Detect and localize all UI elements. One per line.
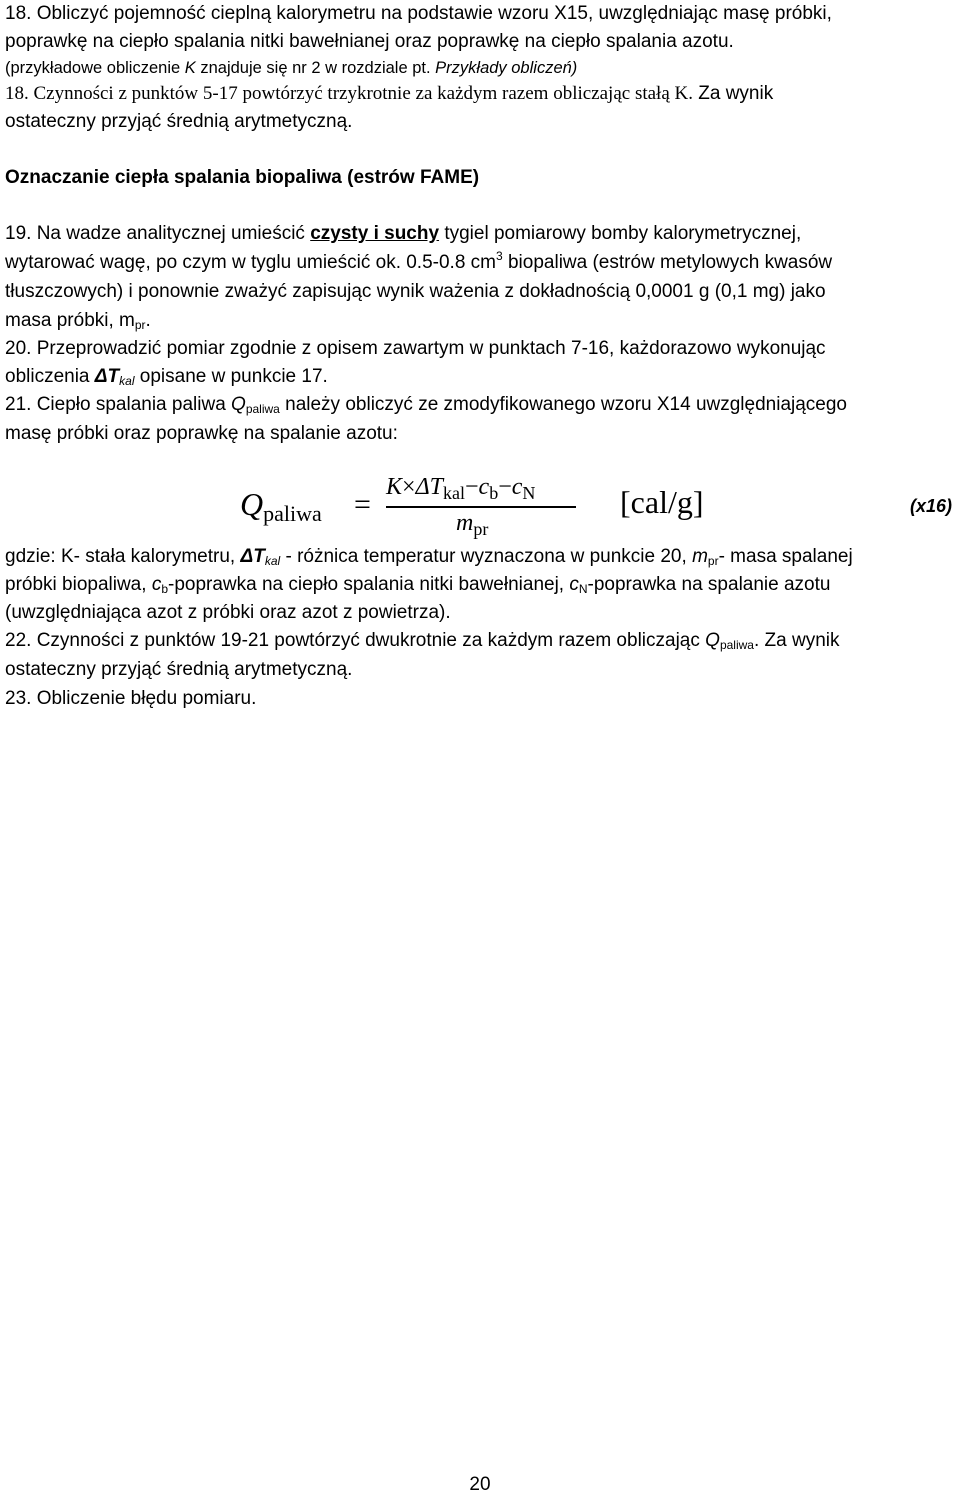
operator: − — [498, 474, 512, 500]
formula-numerator — [386, 474, 535, 501]
text: opisane w punkcie 17. — [134, 366, 328, 387]
paragraph-item-23: 23. Obliczenie błędu pomiaru. — [5, 688, 257, 709]
section-heading: Oznaczanie ciepła spalania biopaliwa (estrów FAME) — [5, 167, 480, 188]
text: ostateczny przyjąć średnią arytmetyczną. — [5, 659, 353, 680]
paragraph-item-22-line2 — [5, 656, 945, 685]
text: gdzie: K- stała kalorymetru, — [5, 546, 241, 567]
subscript: N — [522, 483, 536, 503]
symbol: c — [478, 474, 490, 500]
subscript: paliwa — [719, 638, 754, 652]
text: 20. Przeprowadzić pomiar zgodnie z opisem zawartym w punktach 7-16, każdorazowo wykonując — [5, 338, 826, 359]
note-example-calculation — [5, 56, 945, 80]
text: 22. Czynności z punktów 19-21 powtórzyć dwukrotnie za każdym razem obliczając — [5, 630, 706, 651]
subscript: pr — [134, 318, 146, 332]
reference-link: Przykłady obliczeń) — [435, 59, 578, 77]
formula-denominator — [456, 510, 488, 537]
paragraph-where-line1 — [5, 543, 960, 572]
equals-sign: = — [354, 488, 371, 521]
paragraph-item-18b-line1 — [5, 80, 945, 109]
emphasis: czysty i suchy — [310, 223, 440, 244]
text: masę próbki oraz poprawkę na spalanie azotu: — [5, 423, 398, 444]
operator: − — [465, 474, 479, 500]
paragraph-item-20-line2 — [5, 363, 945, 392]
formula-lhs — [240, 486, 322, 526]
symbol: Q — [231, 394, 246, 415]
paragraph-item-20-line1 — [5, 335, 945, 364]
text: 21. Ciepło spalania paliwa — [5, 394, 232, 415]
text: K — [184, 59, 196, 77]
text: poprawkę na ciepło spalania nitki bawełnianej oraz poprawkę na ciepło spalania azotu. — [5, 31, 734, 52]
subscript: kal — [119, 374, 135, 388]
text: biopaliwa (estrów metylowych kwasów — [502, 252, 833, 273]
text: znajduje się nr 2 w rozdziale pt. — [195, 59, 436, 77]
paragraph-item-18a-line2 — [5, 28, 945, 57]
text: należy obliczyć ze zmodyfikowanego wzoru X14 uwzględniającego — [279, 394, 848, 415]
text: masa próbki, m — [5, 310, 135, 331]
symbol: K — [386, 474, 403, 500]
fraction-bar — [386, 506, 576, 508]
text: ostateczny przyjąć średnią arytmetyczną. — [5, 111, 353, 132]
text: Za wynik — [692, 83, 774, 104]
text: próbki biopaliwa, — [5, 574, 152, 595]
symbol: Q — [705, 630, 720, 651]
paragraph-item-21-line2 — [5, 420, 945, 449]
text: 18. Obliczyć pojemność cieplną kalorymetru na podstawie wzoru X15, uwzględniając masę próbki, — [5, 3, 832, 24]
paragraph-item-19-line3 — [5, 278, 945, 307]
text: wytarować wagę, po czym w tyglu umieścić ok. 0.5-0.8 cm — [5, 252, 497, 273]
text: obliczenia — [5, 366, 95, 387]
text: . — [145, 310, 151, 331]
subscript: pr — [473, 519, 489, 539]
formula-x16 — [0, 468, 960, 548]
symbol: m — [692, 546, 708, 567]
subscript: paliwa — [245, 402, 280, 416]
subscript: paliwa — [263, 501, 322, 526]
subscript: N — [578, 582, 588, 596]
paragraph-item-18b-line2 — [5, 108, 945, 137]
paragraph-item-19-line4 — [5, 307, 945, 336]
operator: × — [402, 474, 416, 500]
text: tłuszczowych) i ponownie zważyć zapisując wynik ważenia z dokładnością 0,0001 g (0,1 mg) jako — [5, 281, 826, 302]
page-number: 20 — [469, 1474, 491, 1495]
text: - masa spalanej — [718, 546, 853, 567]
paragraph-item-19-line2 — [5, 249, 945, 278]
text: 19. Na wadze analitycznej umieścić — [5, 223, 311, 244]
symbol: ΔT — [415, 474, 443, 500]
text: . Za wynik — [753, 630, 840, 651]
symbol: c — [511, 474, 523, 500]
paragraph-item-21-line1 — [5, 391, 945, 420]
subscript: pr — [707, 554, 719, 568]
symbol: c — [569, 574, 579, 595]
formula-unit: [cal/g] — [620, 484, 704, 520]
symbol: ΔT — [240, 546, 265, 567]
superscript: 3 — [496, 249, 503, 263]
subscript: b — [489, 483, 499, 503]
paragraph-where-line3 — [5, 599, 945, 628]
paragraph-item-18a-line1 — [5, 0, 945, 29]
text: 18. Czynności z punktów 5-17 powtórzyć trzykrotnie za każdym razem obliczając stałą K. — [5, 83, 693, 104]
text: tygiel pomiarowy bomby kalorymetrycznej, — [439, 223, 802, 244]
text: -poprawka na ciepło spalania nitki bawełnianej, — [168, 574, 570, 595]
symbol: m — [456, 510, 474, 536]
paragraph-where-line2 — [5, 571, 960, 600]
text: (przykładowe obliczenie — [5, 59, 185, 77]
formula-label: (x16) — [910, 496, 953, 516]
text: -poprawka na spalanie azotu — [587, 574, 831, 595]
paragraph-item-19-line1 — [5, 220, 945, 249]
symbol: ΔT — [94, 366, 120, 387]
subscript: kal — [264, 554, 281, 568]
text: (uwzględniająca azot z próbki oraz azot z powietrza). — [5, 602, 451, 623]
symbol: c — [151, 574, 162, 595]
text: - różnica temperatur wyznaczona w punkcie 20, — [280, 546, 693, 567]
subscript: b — [161, 582, 168, 596]
subscript: kal — [443, 483, 465, 503]
paragraph-item-22-line1 — [5, 627, 960, 656]
symbol: Q — [240, 486, 264, 522]
